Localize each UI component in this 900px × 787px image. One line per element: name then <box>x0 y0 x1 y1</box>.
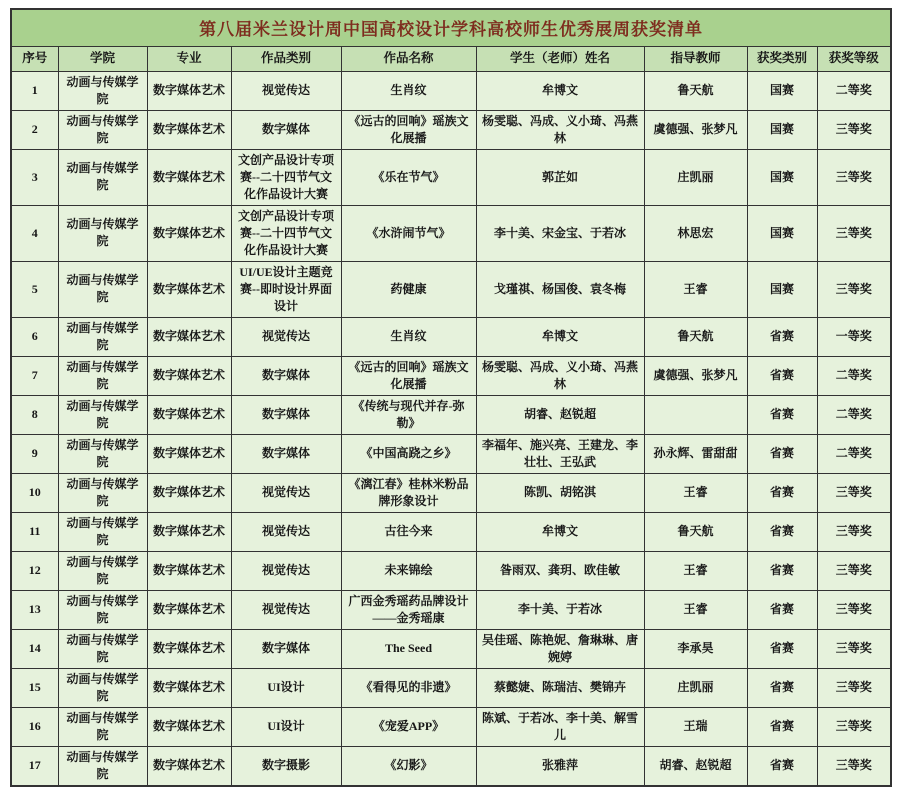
table-row <box>11 473 891 512</box>
cell-award-category: 省赛 <box>747 746 817 786</box>
cell-advisors: 庄凯丽 <box>644 668 747 707</box>
cell-index: 11 <box>11 512 58 551</box>
cell-work-title: 《看得见的非遗》 <box>341 668 476 707</box>
cell-work-category: 数字媒体 <box>231 395 341 434</box>
cell-award-level: 三等奖 <box>817 261 891 317</box>
cell-work-category: 视觉传达 <box>231 590 341 629</box>
cell-work-category: 数字媒体 <box>231 356 341 395</box>
cell-award-level: 三等奖 <box>817 668 891 707</box>
cell-students: 牟博文 <box>476 512 644 551</box>
table-row <box>11 110 891 149</box>
cell-students: 李十美、于若冰 <box>476 590 644 629</box>
cell-index: 9 <box>11 434 58 473</box>
cell-work-category: 视觉传达 <box>231 473 341 512</box>
cell-advisors: 鲁天航 <box>644 512 747 551</box>
column-header-major: 专业 <box>147 46 231 71</box>
cell-award-category: 省赛 <box>747 551 817 590</box>
cell-college: 动画与传媒学院 <box>58 629 147 668</box>
cell-major: 数字媒体艺术 <box>147 629 231 668</box>
award-table <box>10 8 892 787</box>
cell-work-title: 《远古的回响》瑶族文化展播 <box>341 356 476 395</box>
table-row <box>11 629 891 668</box>
cell-major: 数字媒体艺术 <box>147 205 231 261</box>
cell-award-category: 省赛 <box>747 590 817 629</box>
table-row <box>11 746 891 786</box>
cell-work-category: UI/UE设计主题竞赛--即时设计界面设计 <box>231 261 341 317</box>
cell-major: 数字媒体艺术 <box>147 317 231 356</box>
cell-college: 动画与传媒学院 <box>58 261 147 317</box>
cell-students: 陈斌、于若冰、李十美、解雪儿 <box>476 707 644 746</box>
cell-award-level: 二等奖 <box>817 356 891 395</box>
table-row <box>11 434 891 473</box>
cell-college: 动画与传媒学院 <box>58 473 147 512</box>
table-row <box>11 71 891 110</box>
cell-major: 数字媒体艺术 <box>147 551 231 590</box>
cell-advisors: 王睿 <box>644 551 747 590</box>
cell-index: 13 <box>11 590 58 629</box>
cell-index: 14 <box>11 629 58 668</box>
cell-work-title: 《水浒闹节气》 <box>341 205 476 261</box>
cell-major: 数字媒体艺术 <box>147 707 231 746</box>
cell-major: 数字媒体艺术 <box>147 149 231 205</box>
cell-award-category: 省赛 <box>747 434 817 473</box>
cell-work-title: 《乐在节气》 <box>341 149 476 205</box>
cell-index: 12 <box>11 551 58 590</box>
cell-work-title: 《幻影》 <box>341 746 476 786</box>
table-header-row <box>11 46 891 71</box>
cell-work-category: 视觉传达 <box>231 551 341 590</box>
cell-award-level: 三等奖 <box>817 512 891 551</box>
cell-award-level: 三等奖 <box>817 707 891 746</box>
cell-college: 动画与传媒学院 <box>58 746 147 786</box>
cell-work-title: The Seed <box>341 629 476 668</box>
cell-work-title: 《传统与现代并存-弥勒》 <box>341 395 476 434</box>
cell-work-title: 古往今来 <box>341 512 476 551</box>
cell-college: 动画与传媒学院 <box>58 707 147 746</box>
cell-award-category: 国赛 <box>747 205 817 261</box>
cell-work-category: 数字摄影 <box>231 746 341 786</box>
cell-students: 张雅萍 <box>476 746 644 786</box>
cell-work-category: 数字媒体 <box>231 629 341 668</box>
cell-major: 数字媒体艺术 <box>147 590 231 629</box>
cell-work-category: 文创产品设计专项赛--二十四节气文化作品设计大赛 <box>231 205 341 261</box>
cell-work-title: 《宠爱APP》 <box>341 707 476 746</box>
table-row <box>11 590 891 629</box>
table-row <box>11 205 891 261</box>
cell-award-category: 省赛 <box>747 668 817 707</box>
cell-students: 杨雯聪、冯成、义小琦、冯燕林 <box>476 356 644 395</box>
cell-work-title: 《远古的回响》瑶族文化展播 <box>341 110 476 149</box>
column-header-award-category: 获奖类别 <box>747 46 817 71</box>
table-row <box>11 317 891 356</box>
table-row <box>11 356 891 395</box>
cell-college: 动画与传媒学院 <box>58 512 147 551</box>
cell-college: 动画与传媒学院 <box>58 434 147 473</box>
cell-index: 2 <box>11 110 58 149</box>
column-header-award-level: 获奖等级 <box>817 46 891 71</box>
cell-work-title: 《中国高跷之乡》 <box>341 434 476 473</box>
column-header-students: 学生（老师）姓名 <box>476 46 644 71</box>
cell-index: 10 <box>11 473 58 512</box>
cell-work-category: 数字媒体 <box>231 434 341 473</box>
cell-advisors: 孙永辉、雷甜甜 <box>644 434 747 473</box>
cell-work-category: 视觉传达 <box>231 71 341 110</box>
cell-major: 数字媒体艺术 <box>147 434 231 473</box>
cell-advisors: 鲁天航 <box>644 71 747 110</box>
cell-work-title: 《漓江春》桂林米粉品牌形象设计 <box>341 473 476 512</box>
cell-students: 郭芷如 <box>476 149 644 205</box>
cell-students: 吴佳瑶、陈艳妮、詹琳琳、唐婉婷 <box>476 629 644 668</box>
cell-index: 3 <box>11 149 58 205</box>
cell-students: 蔡懿婕、陈瑞洁、樊锦卉 <box>476 668 644 707</box>
table-row <box>11 551 891 590</box>
cell-students: 胡睿、赵锐超 <box>476 395 644 434</box>
cell-work-title: 广西金秀瑶药品牌设计——金秀瑶康 <box>341 590 476 629</box>
table-row <box>11 395 891 434</box>
cell-work-category: 文创产品设计专项赛--二十四节气文化作品设计大赛 <box>231 149 341 205</box>
cell-work-category: 数字媒体 <box>231 110 341 149</box>
cell-work-title: 未来锦绘 <box>341 551 476 590</box>
cell-students: 戈瑾祺、杨国俊、袁冬梅 <box>476 261 644 317</box>
cell-advisors: 李承昊 <box>644 629 747 668</box>
cell-advisors: 林思宏 <box>644 205 747 261</box>
cell-college: 动画与传媒学院 <box>58 551 147 590</box>
cell-college: 动画与传媒学院 <box>58 317 147 356</box>
cell-advisors: 虞德强、张梦凡 <box>644 110 747 149</box>
cell-advisors: 王睿 <box>644 261 747 317</box>
cell-students: 昝雨双、龚玥、欧佳敏 <box>476 551 644 590</box>
cell-advisors: 王睿 <box>644 473 747 512</box>
cell-college: 动画与传媒学院 <box>58 71 147 110</box>
cell-award-level: 三等奖 <box>817 746 891 786</box>
table-row <box>11 707 891 746</box>
cell-students: 陈凯、胡铭淇 <box>476 473 644 512</box>
cell-major: 数字媒体艺术 <box>147 110 231 149</box>
cell-advisors: 虞德强、张梦凡 <box>644 356 747 395</box>
cell-major: 数字媒体艺术 <box>147 71 231 110</box>
cell-students: 牟博文 <box>476 317 644 356</box>
cell-advisors: 鲁天航 <box>644 317 747 356</box>
cell-award-level: 三等奖 <box>817 205 891 261</box>
cell-students: 李十美、宋金宝、于若冰 <box>476 205 644 261</box>
cell-award-category: 省赛 <box>747 629 817 668</box>
cell-index: 1 <box>11 71 58 110</box>
cell-major: 数字媒体艺术 <box>147 746 231 786</box>
cell-work-category: 视觉传达 <box>231 317 341 356</box>
cell-award-level: 三等奖 <box>817 629 891 668</box>
cell-advisors: 庄凯丽 <box>644 149 747 205</box>
cell-award-level: 二等奖 <box>817 71 891 110</box>
cell-students: 杨雯聪、冯成、义小琦、冯燕林 <box>476 110 644 149</box>
cell-index: 8 <box>11 395 58 434</box>
cell-advisors: 胡睿、赵锐超 <box>644 746 747 786</box>
cell-college: 动画与传媒学院 <box>58 395 147 434</box>
award-table-body <box>11 71 891 786</box>
cell-work-category: UI设计 <box>231 707 341 746</box>
cell-college: 动画与传媒学院 <box>58 149 147 205</box>
cell-index: 5 <box>11 261 58 317</box>
cell-major: 数字媒体艺术 <box>147 512 231 551</box>
cell-index: 17 <box>11 746 58 786</box>
cell-college: 动画与传媒学院 <box>58 110 147 149</box>
cell-award-category: 省赛 <box>747 707 817 746</box>
cell-award-category: 国赛 <box>747 261 817 317</box>
cell-award-level: 一等奖 <box>817 317 891 356</box>
column-header-college: 学院 <box>58 46 147 71</box>
cell-award-category: 国赛 <box>747 149 817 205</box>
cell-index: 15 <box>11 668 58 707</box>
cell-index: 4 <box>11 205 58 261</box>
table-row <box>11 149 891 205</box>
cell-award-category: 省赛 <box>747 512 817 551</box>
cell-advisors <box>644 395 747 434</box>
cell-award-level: 三等奖 <box>817 473 891 512</box>
cell-award-level: 三等奖 <box>817 590 891 629</box>
cell-award-level: 二等奖 <box>817 434 891 473</box>
cell-college: 动画与传媒学院 <box>58 590 147 629</box>
cell-work-title: 生肖纹 <box>341 71 476 110</box>
cell-work-title: 生肖纹 <box>341 317 476 356</box>
column-header-advisors: 指导教师 <box>644 46 747 71</box>
cell-advisors: 王睿 <box>644 590 747 629</box>
cell-major: 数字媒体艺术 <box>147 356 231 395</box>
table-row <box>11 668 891 707</box>
cell-award-level: 二等奖 <box>817 395 891 434</box>
cell-award-level: 三等奖 <box>817 551 891 590</box>
cell-award-category: 国赛 <box>747 110 817 149</box>
cell-award-level: 三等奖 <box>817 149 891 205</box>
cell-college: 动画与传媒学院 <box>58 356 147 395</box>
cell-index: 16 <box>11 707 58 746</box>
cell-major: 数字媒体艺术 <box>147 473 231 512</box>
cell-major: 数字媒体艺术 <box>147 668 231 707</box>
cell-college: 动画与传媒学院 <box>58 205 147 261</box>
cell-students: 李福年、施兴亮、王建龙、李壮壮、王弘武 <box>476 434 644 473</box>
cell-index: 6 <box>11 317 58 356</box>
cell-college: 动画与传媒学院 <box>58 668 147 707</box>
table-row <box>11 261 891 317</box>
cell-students: 牟博文 <box>476 71 644 110</box>
column-header-work-title: 作品名称 <box>341 46 476 71</box>
cell-award-category: 省赛 <box>747 395 817 434</box>
cell-work-title: 药健康 <box>341 261 476 317</box>
cell-award-category: 国赛 <box>747 71 817 110</box>
column-header-index: 序号 <box>11 46 58 71</box>
cell-award-level: 三等奖 <box>817 110 891 149</box>
cell-award-category: 省赛 <box>747 317 817 356</box>
cell-major: 数字媒体艺术 <box>147 395 231 434</box>
cell-advisors: 王瑞 <box>644 707 747 746</box>
table-title-row <box>11 9 891 46</box>
column-header-work-category: 作品类别 <box>231 46 341 71</box>
cell-index: 7 <box>11 356 58 395</box>
cell-award-category: 省赛 <box>747 473 817 512</box>
table-row <box>11 512 891 551</box>
cell-major: 数字媒体艺术 <box>147 261 231 317</box>
cell-work-category: 视觉传达 <box>231 512 341 551</box>
page-title: 第八届米兰设计周中国高校设计学科高校师生优秀展周获奖清单 <box>11 9 891 46</box>
cell-award-category: 省赛 <box>747 356 817 395</box>
cell-work-category: UI设计 <box>231 668 341 707</box>
